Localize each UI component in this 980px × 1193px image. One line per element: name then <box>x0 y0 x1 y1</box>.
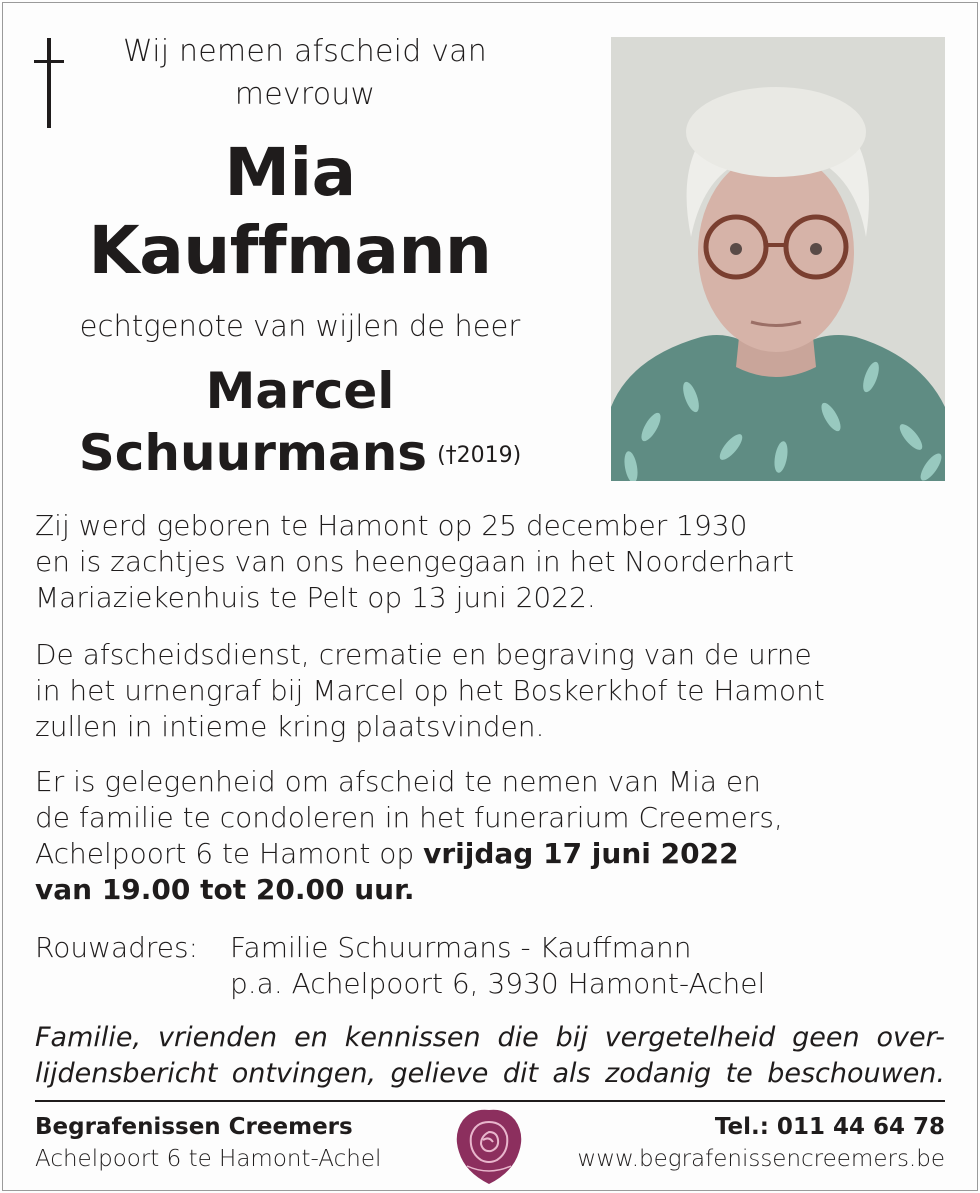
birth-death-paragraph <box>35 508 955 616</box>
ceremony-paragraph <box>35 637 955 745</box>
rose-icon <box>453 1106 525 1188</box>
footer-divider <box>35 1100 945 1102</box>
para1-line: Mariaziekenhuis te Pelt op 13 juni 2022. <box>35 581 596 614</box>
funeral-company-address: Achelpoort 6 te Hamont-Achel <box>35 1146 382 1172</box>
relation-text: echtgenote van wijlen de heer <box>79 309 521 343</box>
notice-note <box>35 1020 945 1092</box>
para1-line: Zij werd geboren te Hamont op 25 december 1930 <box>35 509 748 542</box>
para3-line: Er is gelegenheid om afscheid te nemen van Mia en <box>35 765 761 798</box>
deceased-last-name: Kauffmann <box>88 212 492 289</box>
portrait-photo <box>611 37 945 481</box>
phone-number: Tel.: 011 44 64 78 <box>714 1114 945 1140</box>
para2-line: De afscheidsdienst, crematie en begraving van de urne <box>35 638 812 671</box>
spouse-death-year: (†2019) <box>437 443 522 468</box>
intro-line-2: mevrouw <box>234 77 376 112</box>
intro-line-1: Wij nemen afscheid van <box>123 34 487 69</box>
intro-text <box>110 30 500 116</box>
address-block <box>230 930 765 1002</box>
spouse-last-name: Schuurmans <box>78 424 428 482</box>
para3-line: de familie te condoleren in het funerarium Creemers, <box>35 801 783 834</box>
website-link[interactable]: www.begrafenissencreemers.be <box>577 1146 945 1172</box>
address-line-2: p.a. Achelpoort 6, 3930 Hamont-Achel <box>230 967 766 1000</box>
condolence-paragraph <box>35 764 955 908</box>
note-line-2: lijdensbericht ontvingen, gelieve dit als zodanig te beschouwen. <box>35 1058 945 1089</box>
para1-line: en is zachtjes van ons heengegaan in het Noorderhart <box>35 545 795 578</box>
latin-cross-icon <box>34 38 64 128</box>
spouse-last-name-line <box>20 424 580 482</box>
note-line-1: Familie, vrienden en kennissen die bij vergetelheid geen over- <box>35 1022 945 1053</box>
para3-line <box>35 836 955 872</box>
para2-line: zullen in intieme kring plaatsvinden. <box>35 710 545 743</box>
para3-line <box>35 872 955 908</box>
deceased-first-name: Mia <box>224 134 356 211</box>
visitation-time: van 19.00 tot 20.00 uur. <box>35 873 415 906</box>
portrait-illustration <box>611 37 945 481</box>
spouse-first-name: Marcel <box>205 362 395 420</box>
para2-line: in het urnengraf bij Marcel op het Boskerkhof te Hamont <box>35 674 825 707</box>
address-label: Rouwadres: <box>35 931 199 964</box>
para3-location: Achelpoort 6 te Hamont op <box>35 837 424 870</box>
funeral-company-name: Begrafenissen Creemers <box>35 1114 353 1140</box>
visitation-date: vrijdag 17 juni 2022 <box>423 837 739 870</box>
address-line-1: Familie Schuurmans - Kauffmann <box>230 931 692 964</box>
